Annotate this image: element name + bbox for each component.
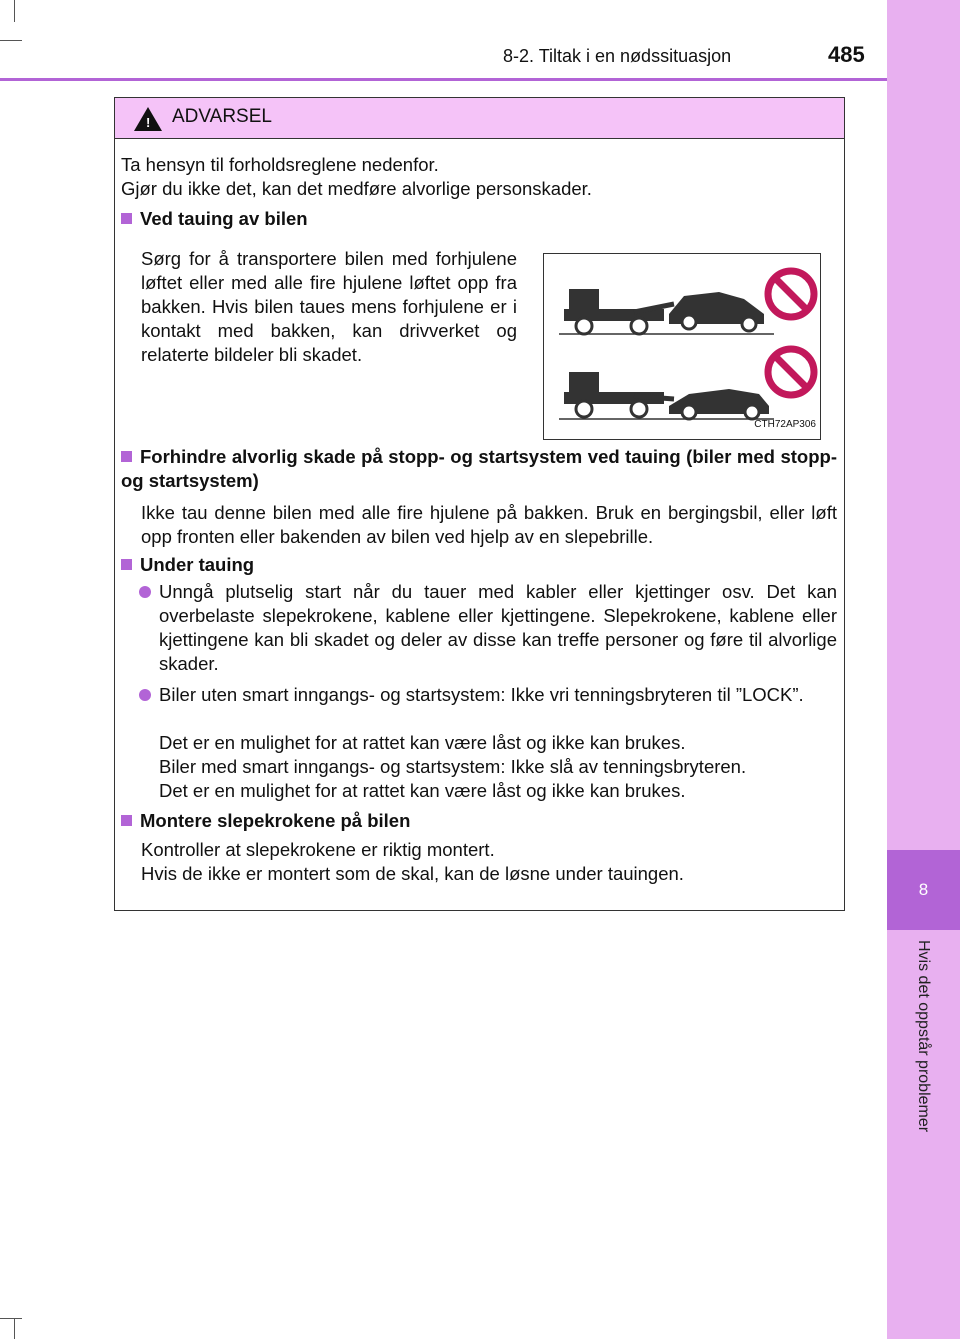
towing-bullet-2-line-2: Det er en mulighet for at rattet kan være låst og ikke kan brukes. <box>159 732 686 753</box>
bullet-square-icon <box>121 559 132 570</box>
header-divider <box>0 78 887 81</box>
bullet-square-icon <box>121 815 132 826</box>
heading-during-towing <box>121 553 254 577</box>
towing-bullet-2-line-1: Biler uten smart inngangs- og startsystem: Ikke vri tenningsbryteren til ”LOCK”. <box>159 684 804 705</box>
wheel <box>631 401 647 417</box>
heading-towing-text: Ved tauing av bilen <box>140 208 308 229</box>
intro-line-1: Ta hensyn til forholdsreglene nedenfor. <box>121 154 439 175</box>
heading-during-towing-text: Under tauing <box>140 554 255 575</box>
prohibited-slash <box>775 278 807 310</box>
towing-bullet-2-line-4: Det er en mulighet for at rattet kan være låst og ikke kan brukes. <box>159 780 686 801</box>
towing-bullet-2-line-3: Biler med smart inngangs- og startsystem: Ikke slå av tenningsbryteren. <box>159 756 747 777</box>
wheel <box>631 318 647 334</box>
heading-towing <box>121 207 308 231</box>
heading-stop-start-text: Forhindre alvorlig skade på stopp- og startsystem ved tauing (biler med stopp- og startsystem) <box>121 446 837 491</box>
wheel <box>742 317 756 331</box>
chapter-number: 8 <box>887 850 960 930</box>
intro-line-2: Gjør du ikke det, kan det medføre alvorlige personskader. <box>121 178 592 199</box>
bullet-square-icon <box>121 451 132 462</box>
chapter-title <box>895 940 951 1240</box>
figure-code: CTH72AP306 <box>754 419 816 430</box>
wheel <box>682 405 696 419</box>
warning-box <box>114 97 845 911</box>
towing-bullet-1: Unngå plutselig start når du tauer med kabler eller kjettinger osv. Det kan overbelaste slepekrokene, kablene eller kjettingene. Slepekrokene, kablene eller kjettingene kan bli skadet og deler av disse kan treffe personer og føre til alvorlige skader. <box>159 581 837 674</box>
warning-title: ADVARSEL <box>172 106 272 127</box>
towing-text: Sørg for å transportere bilen med forhjulene løftet eller med alle fire hjulene løftet opp fra bakken. Hvis bilen taues mens forhjulene er i kontakt med bakken, kan drivverket og relaterte bildeler bli skadet. <box>141 248 517 365</box>
page-number: 485 <box>828 42 865 67</box>
wheel <box>682 315 696 329</box>
wheel <box>576 318 592 334</box>
tow-truck-diagram <box>544 254 820 439</box>
wheel <box>576 401 592 417</box>
crop-mark <box>0 1318 22 1319</box>
crop-mark <box>14 0 15 22</box>
bullet-dot-icon <box>139 586 151 598</box>
exclamation-icon: ! <box>146 115 151 130</box>
bullet-dot-icon <box>139 689 151 701</box>
heading-stop-start <box>121 445 837 493</box>
section-title: 8-2. Tiltak i en nødssituasjon <box>503 46 732 66</box>
heading-mount-hooks <box>121 809 410 833</box>
towing-illustration <box>543 253 821 440</box>
mount-hooks-line-1: Kontroller at slepekrokene er riktig montert. <box>141 839 495 860</box>
prohibited-slash <box>775 356 807 388</box>
crop-mark <box>14 1318 15 1339</box>
chapter-title-text: Hvis det oppstår problemer <box>915 940 932 1133</box>
heading-mount-hooks-text: Montere slepekrokene på bilen <box>140 810 411 831</box>
tow-boom <box>634 396 674 399</box>
warning-header <box>115 98 844 139</box>
bullet-square-icon <box>121 213 132 224</box>
mount-hooks-line-2: Hvis de ikke er montert som de skal, kan de løsne under tauingen. <box>141 863 684 884</box>
crop-mark <box>0 40 22 41</box>
stop-start-text: Ikke tau denne bilen med alle fire hjulene på bakken. Bruk en bergingsbil, eller løft opp fronten eller bakenden av bilen ved hjelp av en slepebrille. <box>141 502 837 547</box>
